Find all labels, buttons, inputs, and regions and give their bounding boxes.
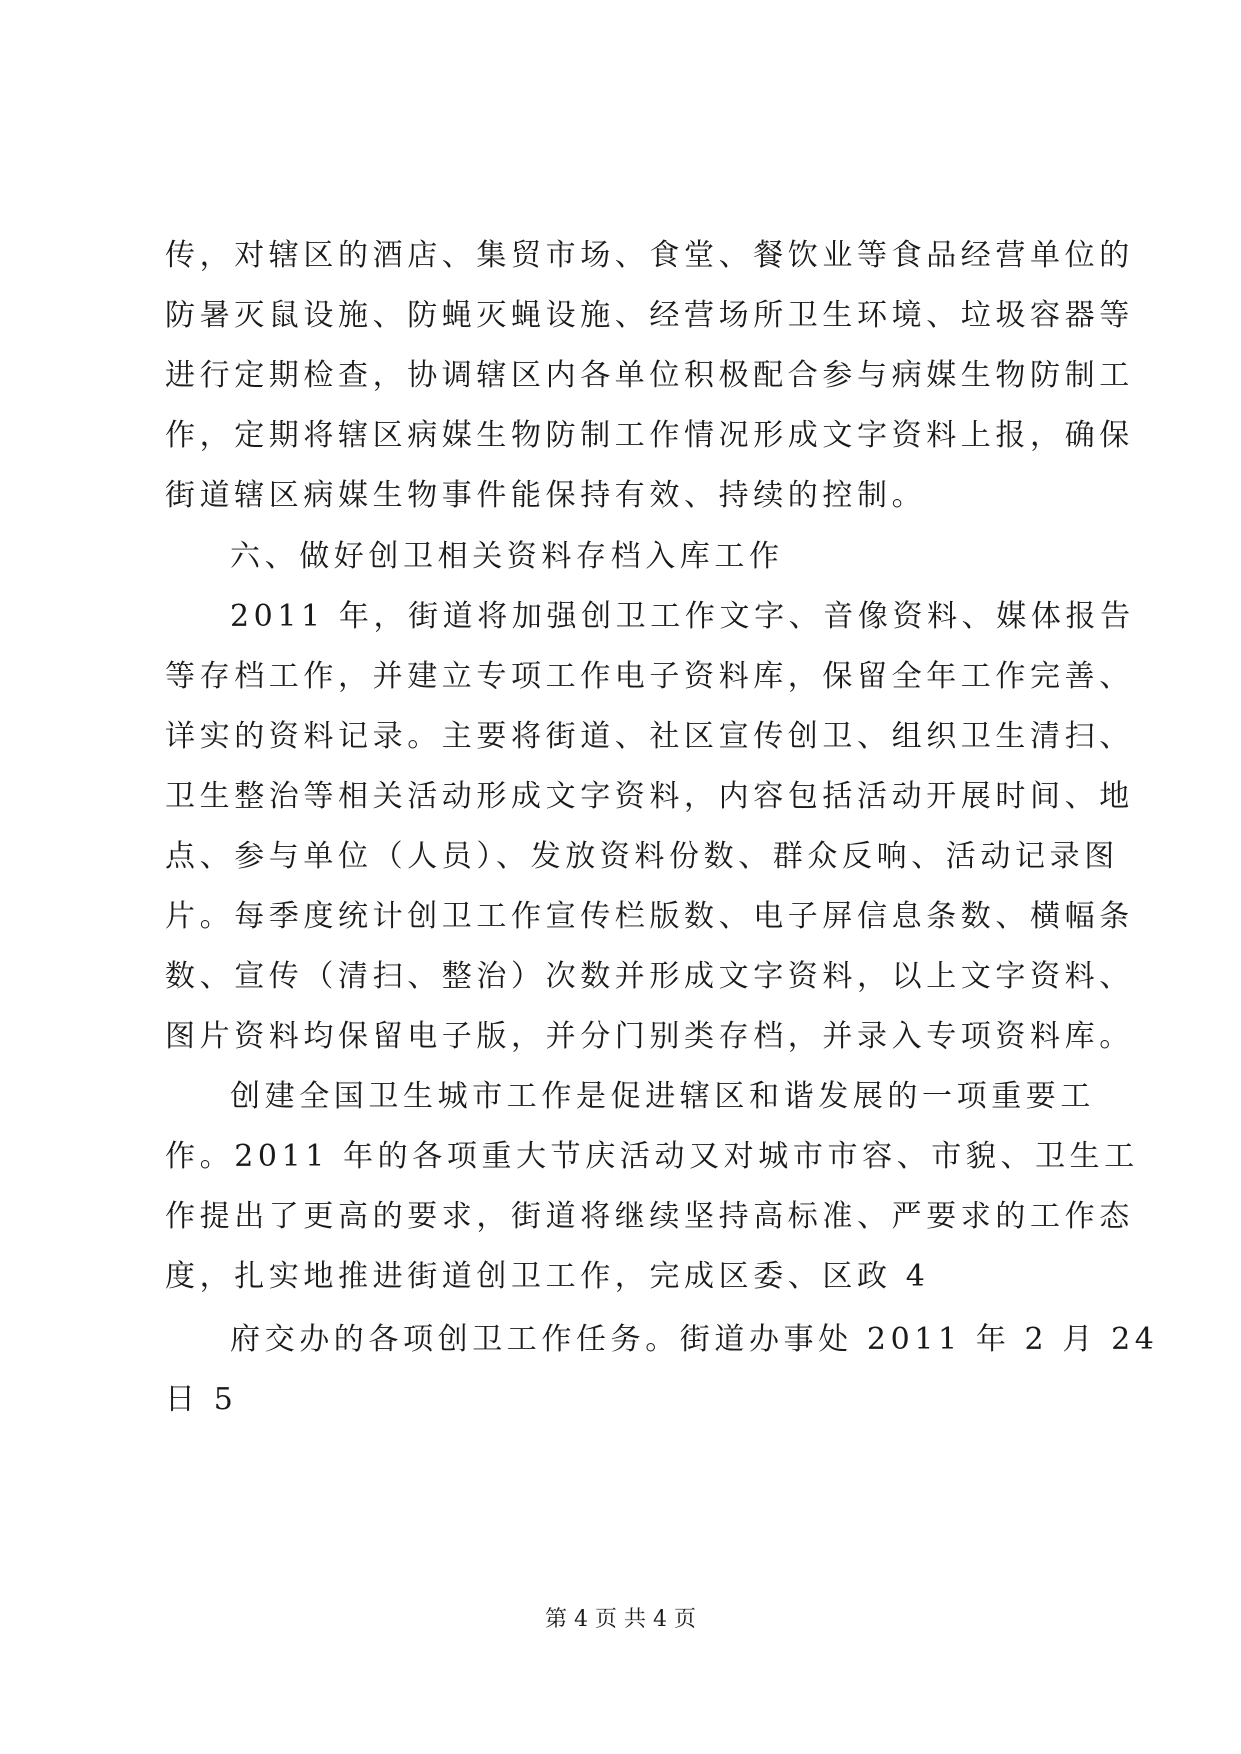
text-line: 作，定期将辖区病媒生物防制工作情况形成文字资料上报，确保: [165, 418, 1134, 453]
text-line: 进行定期检查，协调辖区内各单位积极配合参与病媒生物防制工: [165, 358, 1134, 393]
text-line: 府交办的各项创卫工作任务。街道办事处 2011 年 2 月 24: [230, 1322, 1159, 1357]
section-heading: 六、做好创卫相关资料存档入库工作: [230, 539, 784, 574]
text-line: 街道辖区病媒生物事件能保持有效、持续的控制。: [165, 478, 927, 513]
text-line: 详实的资料记录。主要将街道、社区宣传创卫、组织卫生清扫、: [165, 719, 1134, 754]
text-line: 作。2011 年的各项重大节庆活动又对城市市容、市貌、卫生工: [165, 1139, 1139, 1174]
text-line: 图片资料均保留电子版，并分门别类存档，并录入专项资料库。: [165, 1019, 1134, 1054]
text-line: 等存档工作，并建立专项工作电子资料库，保留全年工作完善、: [165, 659, 1134, 694]
text-line: 卫生整治等相关活动形成文字资料，内容包括活动开展时间、地: [165, 779, 1134, 814]
page-number-footer: 第 4 页 共 4 页: [545, 1607, 696, 1632]
text-line: 数、宣传（清扫、整治）次数并形成文字资料，以上文字资料、: [165, 959, 1134, 994]
text-line: 创建全国卫生城市工作是促进辖区和谐发展的一项重要工: [230, 1079, 1095, 1114]
text-line: 传，对辖区的酒店、集贸市场、食堂、餐饮业等食品经营单位的: [165, 238, 1134, 273]
text-line: 度，扎实地推进街道创卫工作，完成区委、区政 4: [165, 1259, 930, 1294]
text-line: 2011 年，街道将加强创卫工作文字、音像资料、媒体报告: [230, 599, 1135, 634]
text-line: 作提出了更高的要求，街道将继续坚持高标准、严要求的工作态: [165, 1199, 1134, 1234]
text-line: 日 5: [165, 1382, 238, 1417]
text-line: 防暑灭鼠设施、防蝇灭蝇设施、经营场所卫生环境、垃圾容器等: [165, 298, 1134, 333]
text-line: 点、参与单位（人员）、发放资料份数、群众反响、活动记录图: [165, 839, 1119, 874]
text-line: 片。每季度统计创卫工作宣传栏版数、电子屏信息条数、横幅条: [165, 899, 1134, 934]
